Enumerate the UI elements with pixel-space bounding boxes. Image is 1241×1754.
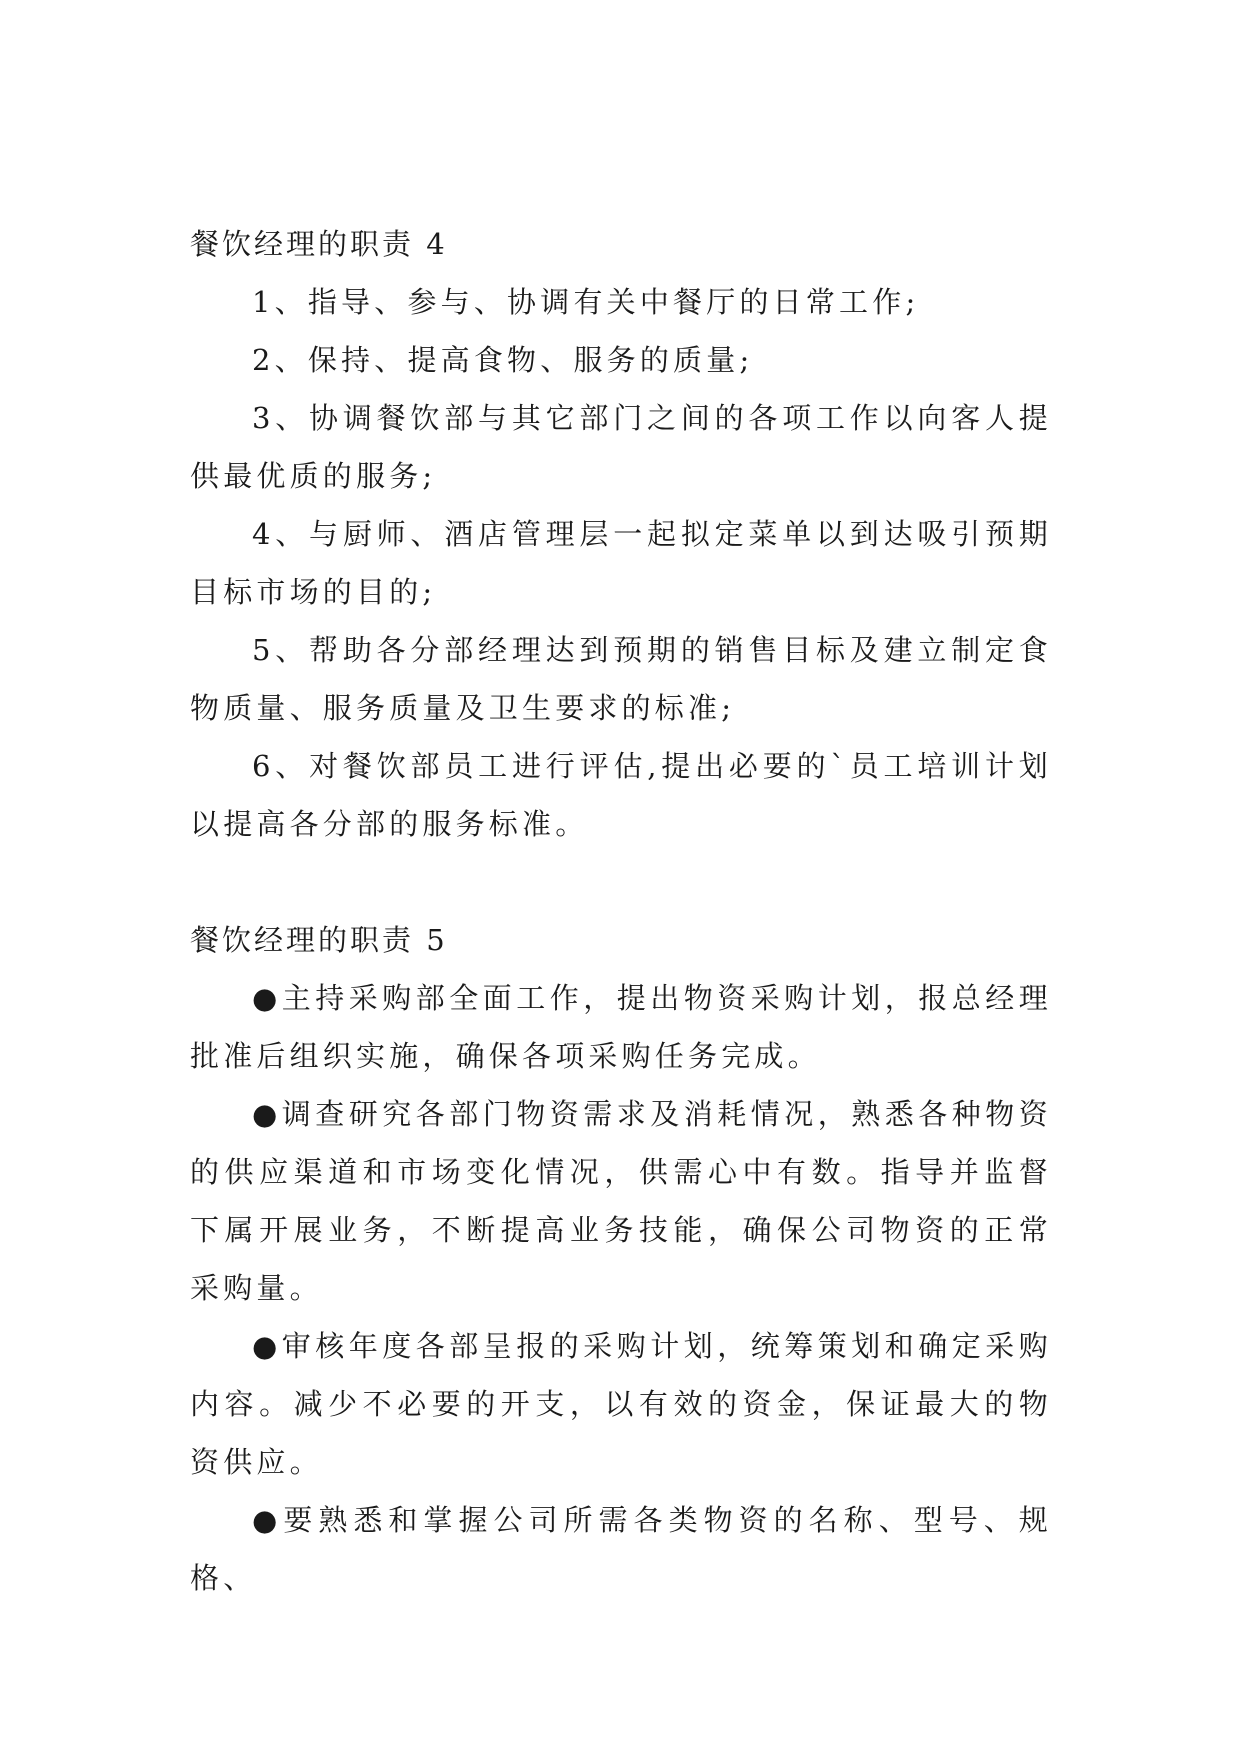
document-page (190, 215, 1052, 1607)
section-5-item-1: ●主持采购部全面工作，提出物资采购计划，报总经理批准后组织实施，确保各项采购任务完成。 (190, 981, 1052, 1073)
section-5-item-2: ●调查研究各部门物资需求及消耗情况，熟悉各种物资的供应渠道和市场变化情况，供需心中有数。指导并监督下属开展业务，不断提高业务技能，确保公司物资的正常采购量。 (190, 1097, 1052, 1305)
section-4-item-5: 5、帮助各分部经理达到预期的销售目标及建立制定食物质量、服务质量及卫生要求的标准; (190, 633, 1052, 725)
section-4-title: 餐饮经理的职责 4 (190, 227, 448, 261)
section-4-item-6: 6、对餐饮部员工进行评估,提出必要的`员工培训计划以提高各分部的服务标准。 (190, 749, 1052, 841)
section-4-item-3: 3、协调餐饮部与其它部门之间的各项工作以向客人提供最优质的服务; (190, 401, 1052, 493)
section-5-title: 餐饮经理的职责 5 (190, 923, 448, 957)
section-4-item-4: 4、与厨师、酒店管理层一起拟定菜单以到达吸引预期目标市场的目的; (190, 517, 1052, 609)
section-divider-space (190, 853, 1052, 911)
section-5-item-3: ●审核年度各部呈报的采购计划，统筹策划和确定采购内容。减少不必要的开支，以有效的资金，保证最大的物资供应。 (190, 1329, 1052, 1479)
section-4-item-2: 2、保持、提高食物、服务的质量; (252, 343, 754, 377)
section-5-item-4: ●要熟悉和掌握公司所需各类物资的名称、型号、规格、 (190, 1503, 1052, 1595)
section-4-item-1: 1、指导、参与、协调有关中餐厅的日常工作; (252, 285, 920, 319)
